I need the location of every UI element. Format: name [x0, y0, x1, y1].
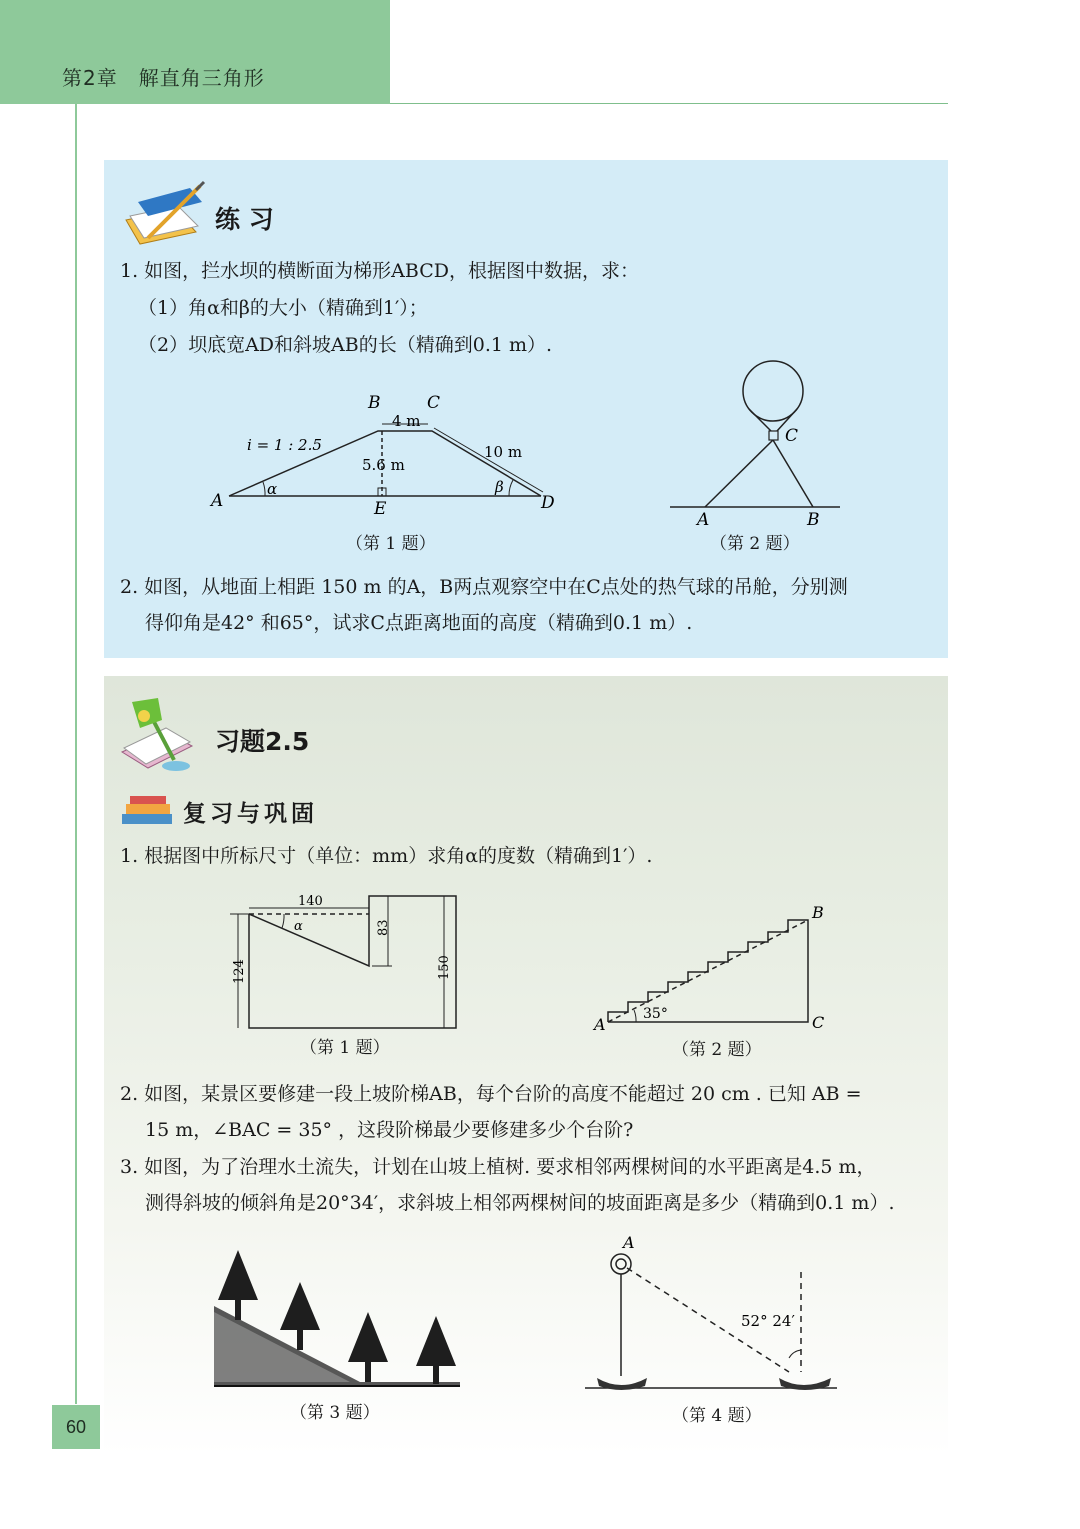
tree-icon — [218, 1250, 258, 1320]
label-C: C — [427, 393, 441, 413]
exercise-fig4-caption: （第 4 题） — [672, 1406, 762, 1426]
label-slope-ratio: i = 1 : 2.5 — [247, 436, 322, 454]
exercise-fig1-caption: （第 1 题） — [300, 1038, 390, 1058]
tree-icon — [416, 1316, 456, 1384]
exercise-q2-line2: 15 m，∠BAC = 35° ，这段阶梯最少要修建多少个台阶? — [145, 1119, 634, 1141]
label-B: B — [812, 903, 824, 922]
page-number: 60 — [65, 1417, 87, 1437]
exercise-fig3-caption: （第 3 题） — [290, 1403, 380, 1423]
chapter-title: 第2章 解直角三角形 — [62, 66, 265, 90]
exercise-q2-line1: 2. 如图，某景区要修建一段上坡阶梯AB，每个台阶的高度不能超过 20 cm . 已知 AB = — [120, 1083, 862, 1105]
dim-124: 124 — [232, 959, 247, 984]
label-A: A — [211, 491, 224, 511]
label-angle: 35° — [643, 1006, 668, 1022]
practice-fig1-caption: （第 1 题） — [346, 534, 436, 554]
header-rule — [390, 103, 948, 104]
pencil-book-icon — [118, 180, 208, 250]
practice-fig2-caption: （第 2 题） — [710, 534, 800, 554]
staircase-diagram — [590, 898, 830, 1038]
practice-title: 练 习 — [215, 205, 274, 234]
exercise-q3-line2: 测得斜坡的倾斜角是20°34′，求斜坡上相邻两棵树间的坡面距离是多少（精确到0.1 m）. — [145, 1192, 895, 1214]
margin-rule — [75, 104, 77, 1404]
tree-icon — [280, 1282, 320, 1350]
label-beta: β — [495, 478, 504, 496]
exercise-q1: 1. 根据图中所标尺寸（单位：mm）求角α的度数（精确到1′）. — [120, 845, 653, 867]
label-B: B — [368, 393, 381, 413]
lamp-book-icon — [118, 694, 198, 774]
exercise-fig2-caption: （第 2 题） — [672, 1040, 762, 1060]
label-alpha: α — [267, 480, 278, 498]
lighthouse-boat-diagram — [585, 1228, 840, 1398]
label-height: 5.6 m — [362, 456, 405, 474]
label-side-length: 10 m — [484, 443, 523, 461]
label-B: B — [807, 510, 820, 530]
label-C: C — [812, 1013, 825, 1032]
exercise-q3-line1: 3. 如图，为了治理水土流失，计划在山坡上植树. 要求相邻两棵树间的水平距离是4.5 m， — [120, 1156, 876, 1178]
hot-air-balloon-diagram — [665, 355, 845, 530]
dam-trapezoid-diagram — [205, 388, 565, 518]
books-icon — [118, 794, 178, 828]
exercises-title: 习题2.5 — [215, 727, 310, 756]
label-top-width: 4 m — [392, 412, 421, 430]
label-A: A — [594, 1015, 606, 1034]
dim-140: 140 — [298, 894, 323, 909]
dimension-drawing — [222, 890, 467, 1035]
practice-q2-line2: 得仰角是42° 和65°，试求C点距离地面的高度（精确到0.1 m）. — [145, 612, 693, 634]
practice-q1-part1: （1）角α和β的大小（精确到1′）； — [138, 297, 428, 319]
label-D: D — [541, 493, 555, 513]
label-A: A — [623, 1233, 635, 1252]
practice-q2-line1: 2. 如图，从地面上相距 150 m 的A，B两点观察空中在C点处的热气球的吊舱，分别测 — [120, 576, 848, 598]
practice-q1-part2: （2）坝底宽AD和斜坡AB的长（精确到0.1 m）. — [138, 334, 553, 356]
dim-alpha: α — [294, 919, 303, 934]
trees-on-slope-illustration — [210, 1248, 465, 1393]
label-angle: 52° 24′ — [741, 1312, 795, 1330]
dim-83: 83 — [376, 919, 391, 936]
dim-150: 150 — [437, 955, 452, 980]
label-C: C — [785, 426, 799, 446]
label-E: E — [374, 499, 387, 518]
tree-icon — [348, 1312, 388, 1382]
label-A: A — [697, 510, 710, 530]
section-title: 复习与巩固 — [183, 801, 318, 827]
practice-q1-stem: 1. 如图，拦水坝的横断面为梯形ABCD，根据图中数据，求： — [120, 260, 639, 282]
